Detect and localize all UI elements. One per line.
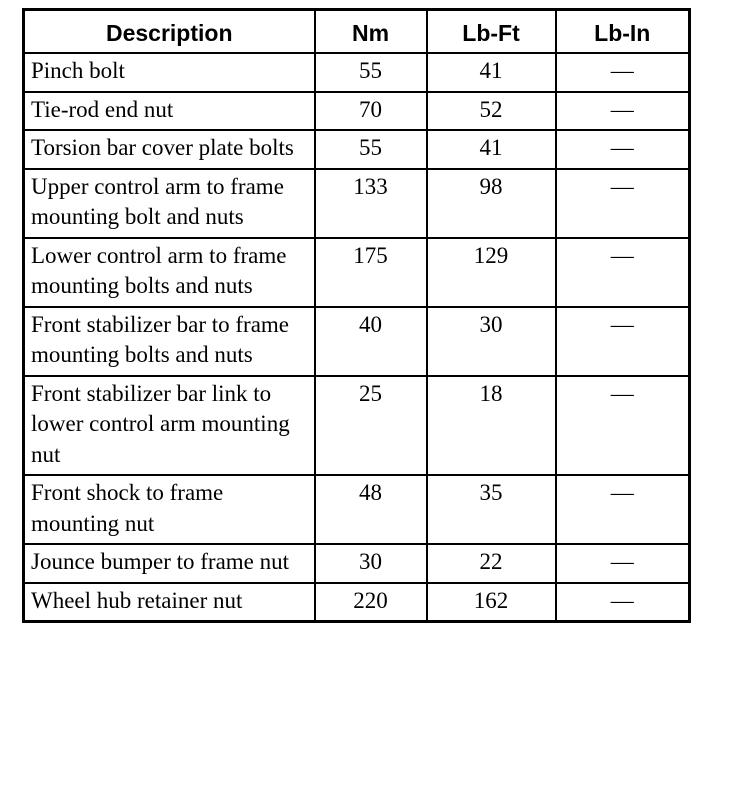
lbft-cell: 35 bbox=[427, 475, 556, 544]
nm-cell: 175 bbox=[315, 238, 427, 307]
nm-cell: 70 bbox=[315, 92, 427, 131]
table-row bbox=[24, 238, 690, 307]
description-cell: Upper control arm to frame mounting bolt and nuts bbox=[24, 169, 315, 238]
description-cell: Jounce bumper to frame nut bbox=[24, 544, 315, 583]
lbft-cell: 41 bbox=[427, 130, 556, 169]
table-row bbox=[24, 92, 690, 131]
table-row bbox=[24, 583, 690, 622]
lbin-cell: — bbox=[556, 475, 690, 544]
header-nm: Nm bbox=[315, 10, 427, 54]
description-cell: Pinch bolt bbox=[24, 53, 315, 92]
header-lbin: Lb-In bbox=[556, 10, 690, 54]
lbft-cell: 52 bbox=[427, 92, 556, 131]
lbin-cell: — bbox=[556, 238, 690, 307]
table-row bbox=[24, 53, 690, 92]
lbft-cell: 30 bbox=[427, 307, 556, 376]
lbft-cell: 162 bbox=[427, 583, 556, 622]
nm-cell: 30 bbox=[315, 544, 427, 583]
description-cell: Front stabilizer bar to frame mounting bolts and nuts bbox=[24, 307, 315, 376]
lbin-cell: — bbox=[556, 169, 690, 238]
lbin-cell: — bbox=[556, 130, 690, 169]
lbft-cell: 22 bbox=[427, 544, 556, 583]
nm-cell: 133 bbox=[315, 169, 427, 238]
lbft-cell: 41 bbox=[427, 53, 556, 92]
nm-cell: 55 bbox=[315, 53, 427, 92]
description-cell: Front shock to frame mounting nut bbox=[24, 475, 315, 544]
nm-cell: 48 bbox=[315, 475, 427, 544]
lbin-cell: — bbox=[556, 376, 690, 476]
nm-cell: 220 bbox=[315, 583, 427, 622]
lbin-cell: — bbox=[556, 307, 690, 376]
header-row bbox=[24, 10, 690, 54]
table-row bbox=[24, 307, 690, 376]
lbin-cell: — bbox=[556, 583, 690, 622]
lbft-cell: 129 bbox=[427, 238, 556, 307]
lbft-cell: 18 bbox=[427, 376, 556, 476]
lbft-cell: 98 bbox=[427, 169, 556, 238]
description-cell: Front stabilizer bar link to lower control arm mounting nut bbox=[24, 376, 315, 476]
lbin-cell: — bbox=[556, 53, 690, 92]
torque-specifications-table bbox=[22, 8, 691, 623]
lbin-cell: — bbox=[556, 544, 690, 583]
table-row bbox=[24, 169, 690, 238]
nm-cell: 55 bbox=[315, 130, 427, 169]
table-row bbox=[24, 376, 690, 476]
lbin-cell: — bbox=[556, 92, 690, 131]
table-row bbox=[24, 475, 690, 544]
table-row bbox=[24, 130, 690, 169]
header-lbft: Lb-Ft bbox=[427, 10, 556, 54]
description-cell: Wheel hub retainer nut bbox=[24, 583, 315, 622]
description-cell: Lower control arm to frame mounting bolts and nuts bbox=[24, 238, 315, 307]
description-cell: Torsion bar cover plate bolts bbox=[24, 130, 315, 169]
nm-cell: 25 bbox=[315, 376, 427, 476]
nm-cell: 40 bbox=[315, 307, 427, 376]
description-cell: Tie-rod end nut bbox=[24, 92, 315, 131]
table-row bbox=[24, 544, 690, 583]
header-description: Description bbox=[24, 10, 315, 54]
